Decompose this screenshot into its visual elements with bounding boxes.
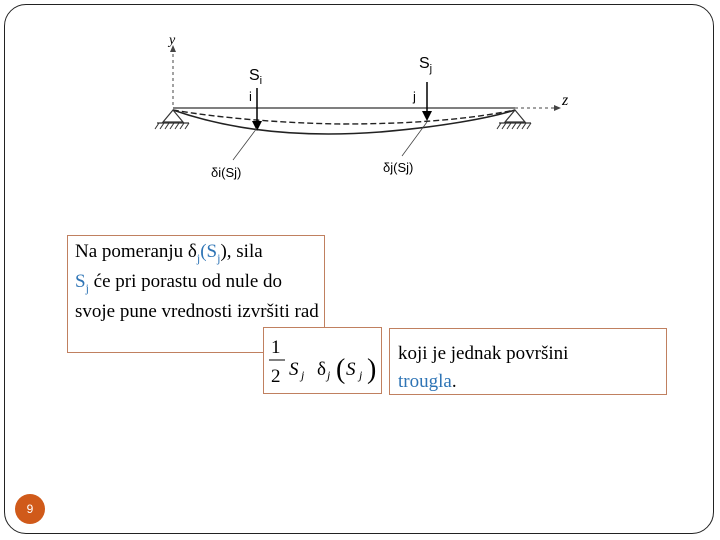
svg-text:j: j [327, 368, 331, 382]
work-description: Na pomeranju $\delta_j(S_j)$, sila $S_j$ će pri porastu od nule do svoje pune vrednosti izvršiti rad [75, 241, 319, 322]
work-formula [263, 327, 382, 394]
svg-text:j: j [359, 368, 363, 382]
deflection-curve-solid [173, 110, 515, 134]
page-number-badge [15, 494, 45, 524]
area-statement: koji je jednak površini trougla. [398, 343, 569, 392]
force-si-label: $S_i$ [249, 67, 263, 87]
svg-text:S: S [289, 359, 299, 380]
svg-text:1: 1 [271, 337, 281, 358]
deflection-i-label: δi(Sj) [211, 165, 242, 180]
y-axis-label: y [169, 33, 176, 48]
deflection-j-label: δj(Sj) [383, 160, 414, 175]
point-j-label: j [413, 89, 416, 104]
svg-text:2: 2 [271, 366, 281, 387]
beam-diagram [0, 0, 720, 200]
svg-text:(: ( [336, 354, 346, 385]
svg-text:): ) [367, 354, 377, 385]
z-axis-label: z [562, 92, 569, 109]
svg-text:S: S [346, 359, 356, 380]
page-number: 9 [26, 502, 34, 516]
svg-text:δ: δ [317, 359, 326, 380]
point-i-label: i [249, 89, 252, 104]
svg-text:j: j [301, 368, 305, 382]
z-axis-arrow [554, 105, 561, 111]
force-sj-label: $S_j$ [419, 55, 433, 75]
